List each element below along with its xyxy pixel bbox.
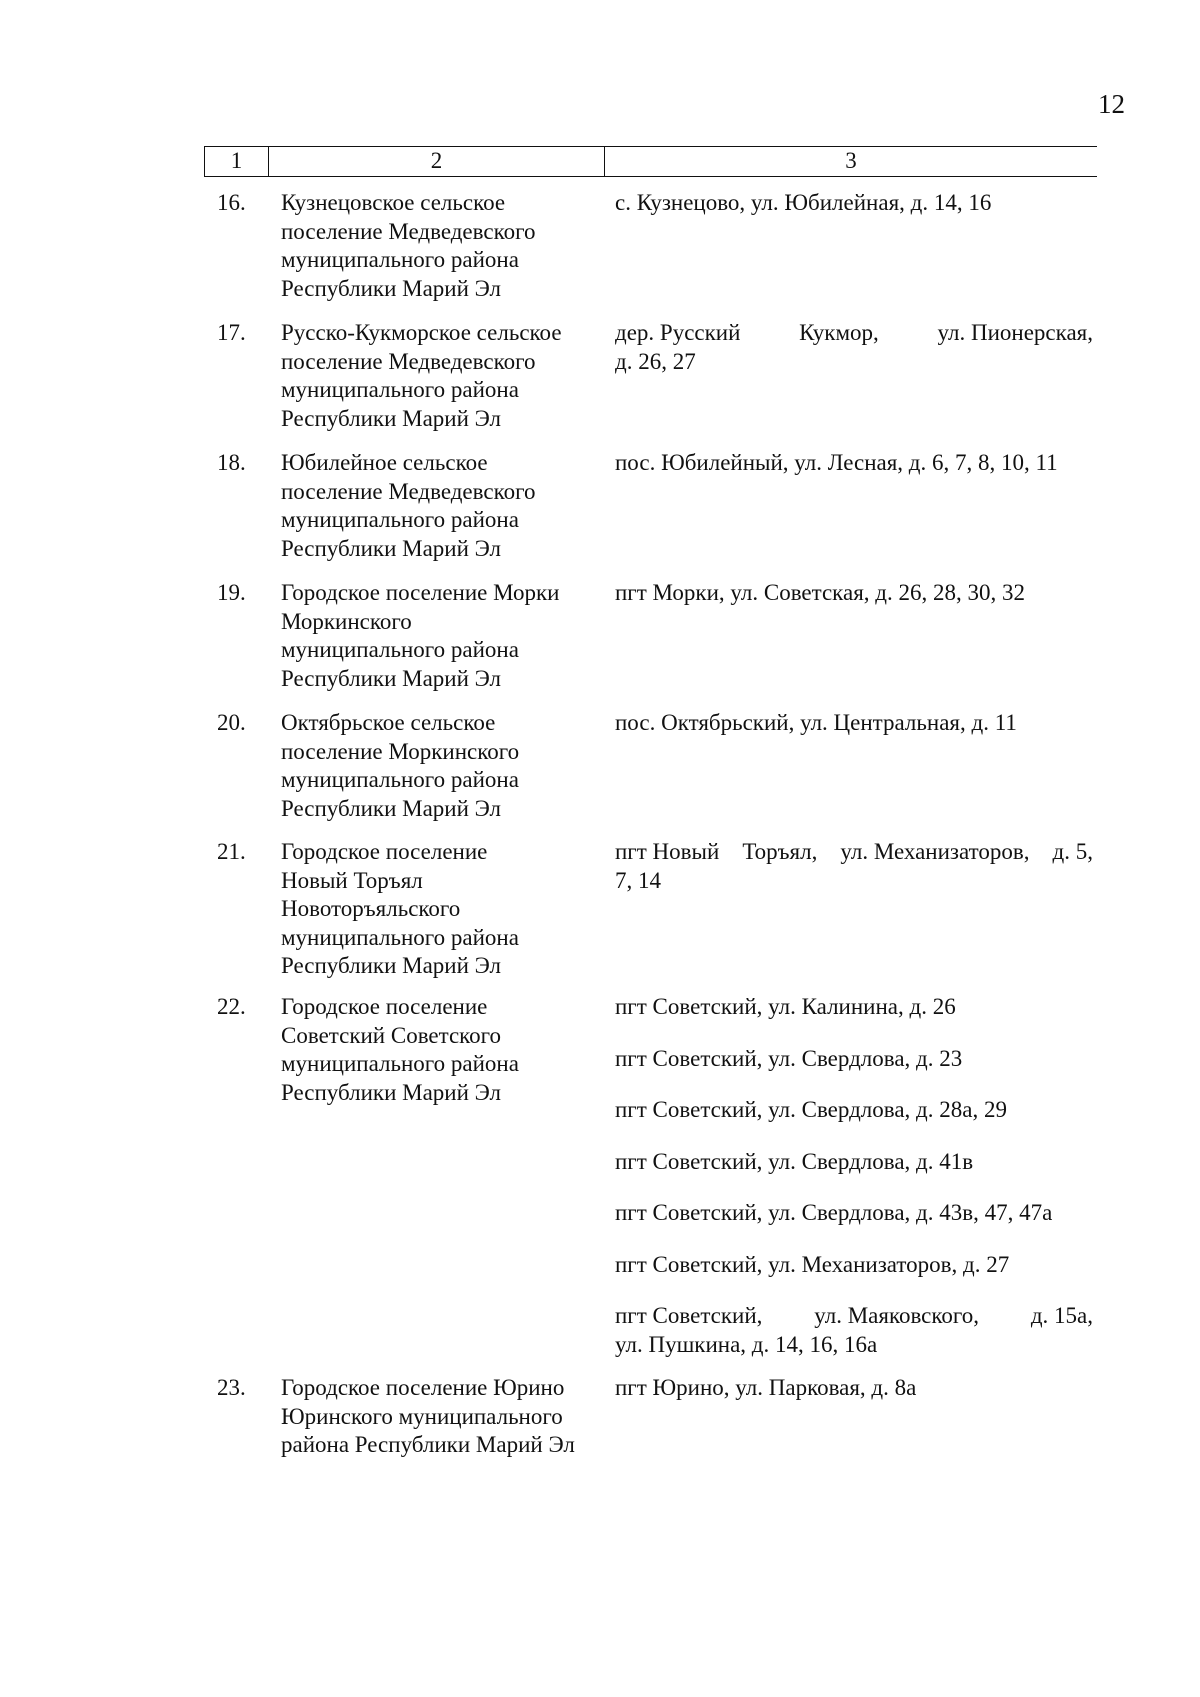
- address-word: ул. Механизаторов,: [840, 839, 1030, 864]
- settlement-name-line: Городское поселение Морки: [281, 580, 560, 605]
- settlement-name-line: Городское поселение: [281, 839, 488, 864]
- address-justified-line: [615, 838, 1093, 867]
- address-entry: [615, 449, 1093, 478]
- table-header-col-3: 3: [604, 147, 1097, 176]
- settlement-name: [281, 449, 611, 563]
- settlement-name-line: Республики Марий Эл: [281, 405, 502, 431]
- row-number: 16.: [217, 190, 246, 215]
- settlement-name-line: поселение Медведевского: [281, 348, 536, 374]
- address-list: [615, 1374, 1093, 1403]
- row-number: 17.: [217, 320, 246, 345]
- settlement-name-line: Юбилейное сельское: [281, 450, 488, 475]
- address-list: [615, 449, 1093, 478]
- settlement-name-line: Октябрьское сельское: [281, 710, 496, 735]
- table-header-col-1: 1: [204, 147, 268, 176]
- row-number: 18.: [217, 450, 246, 475]
- row-number: 19.: [217, 580, 246, 605]
- address-word: д. 15а,: [1030, 1303, 1093, 1328]
- settlement-name-line: Новоторъяльского: [281, 896, 461, 921]
- address-entry: [615, 709, 1093, 738]
- settlement-name-line: Советский Советского: [281, 1022, 502, 1048]
- settlement-name-line: Новый Торъял: [281, 867, 423, 893]
- address-line: пгт Советский, ул. Свердлова, д. 23: [615, 1045, 963, 1071]
- settlement-name-line: Городское поселение: [281, 994, 488, 1019]
- address-line: пгт Советский, ул. Калинина, д. 26: [615, 994, 956, 1019]
- table-header-col-2: 2: [268, 147, 604, 176]
- settlement-name-line: Республики Марий Эл: [281, 535, 502, 561]
- address-line: ул. Пушкина, д. 14, 16, 16а: [615, 1331, 878, 1357]
- settlement-name: [281, 1374, 611, 1460]
- address-line: пгт Советский, ул. Свердлова, д. 28а, 29: [615, 1097, 1007, 1122]
- address-list: [615, 709, 1093, 738]
- settlement-name-line: муниципального района: [281, 767, 519, 792]
- address-entry: [615, 189, 1093, 218]
- settlement-name-line: Русско-Кукморское сельское: [281, 320, 562, 345]
- settlement-name: [281, 838, 611, 981]
- settlement-name: [281, 319, 611, 433]
- address-line: д. 26, 27: [615, 348, 696, 374]
- row-number: 21.: [217, 839, 246, 864]
- settlement-name-line: Юринского муниципального: [281, 1403, 563, 1429]
- address-line: с. Кузнецово, ул. Юбилейная, д. 14, 16: [615, 190, 992, 215]
- address-entry: [615, 1302, 1093, 1359]
- settlement-name-line: поселение Медведевского: [281, 218, 536, 244]
- address-entry: [615, 838, 1093, 895]
- settlement-name: [281, 709, 611, 823]
- address-list: [615, 838, 1093, 895]
- settlement-name-line: поселение Медведевского: [281, 478, 536, 504]
- address-entry: [615, 1096, 1093, 1125]
- settlement-name-line: муниципального района: [281, 247, 519, 272]
- row-number: 22.: [217, 994, 246, 1019]
- settlement-name-line: поселение Моркинского: [281, 738, 520, 764]
- address-line: 7, 14: [615, 867, 661, 893]
- row-number: 23.: [217, 1375, 246, 1400]
- address-justified-line: [615, 319, 1093, 348]
- settlement-name-line: муниципального района: [281, 637, 519, 662]
- address-entry: [615, 1148, 1093, 1177]
- address-word: д. 5,: [1052, 839, 1093, 864]
- settlement-name-line: Кузнецовское сельское: [281, 190, 506, 215]
- address-word: дер. Русский: [615, 320, 741, 345]
- address-line: пгт Морки, ул. Советская, д. 26, 28, 30, 32: [615, 580, 1026, 605]
- address-word: пгт Новый: [615, 839, 720, 864]
- address-list: [615, 189, 1093, 218]
- settlement-name-line: Республики Марий Эл: [281, 953, 502, 978]
- address-entry: [615, 993, 1093, 1022]
- address-list: [615, 993, 1093, 1359]
- settlement-name: [281, 579, 611, 693]
- address-entry: [615, 579, 1093, 608]
- address-word: Торъял,: [742, 839, 818, 864]
- settlement-name-line: Моркинского: [281, 608, 412, 634]
- address-line: пос. Юбилейный, ул. Лесная, д. 6, 7, 8, 10, 11: [615, 450, 1058, 475]
- address-line: пгт Советский, ул. Механизаторов, д. 27: [615, 1251, 1010, 1277]
- settlement-name-line: муниципального района: [281, 1051, 519, 1076]
- settlement-name-line: Республики Марий Эл: [281, 275, 502, 301]
- address-line: пгт Советский, ул. Свердлова, д. 43в, 47, 47а: [615, 1200, 1053, 1225]
- row-number: 20.: [217, 710, 246, 735]
- address-word: пгт Советский,: [615, 1303, 763, 1328]
- address-list: [615, 319, 1093, 376]
- settlement-name-line: Городское поселение Юрино: [281, 1375, 565, 1400]
- settlement-name-line: Республики Марий Эл: [281, 1079, 502, 1105]
- settlement-name: [281, 189, 611, 303]
- settlement-name-line: муниципального района: [281, 924, 519, 950]
- address-entry: [615, 1374, 1093, 1403]
- page-number: 12: [1098, 89, 1125, 119]
- address-line: пос. Октябрьский, ул. Центральная, д. 11: [615, 710, 1017, 735]
- address-line: пгт Юрино, ул. Парковая, д. 8а: [615, 1375, 917, 1400]
- address-entry: [615, 1251, 1093, 1280]
- settlement-name-line: муниципального района: [281, 377, 519, 402]
- settlement-name-line: Республики Марий Эл: [281, 665, 502, 691]
- address-justified-line: [615, 1302, 1093, 1331]
- address-line: пгт Советский, ул. Свердлова, д. 41в: [615, 1148, 974, 1174]
- settlement-name-line: муниципального района: [281, 507, 519, 532]
- address-word: ул. Пионерская,: [937, 320, 1093, 345]
- settlement-name-line: района Республики Марий Эл: [281, 1432, 575, 1457]
- settlement-name: [281, 993, 611, 1107]
- table-header-row: [204, 146, 1097, 177]
- address-entry: [615, 1045, 1093, 1074]
- address-word: Кукмор,: [799, 320, 879, 345]
- address-list: [615, 579, 1093, 608]
- address-entry: [615, 319, 1093, 376]
- address-word: ул. Маяковского,: [814, 1303, 979, 1328]
- settlement-name-line: Республики Марий Эл: [281, 795, 502, 821]
- address-entry: [615, 1199, 1093, 1228]
